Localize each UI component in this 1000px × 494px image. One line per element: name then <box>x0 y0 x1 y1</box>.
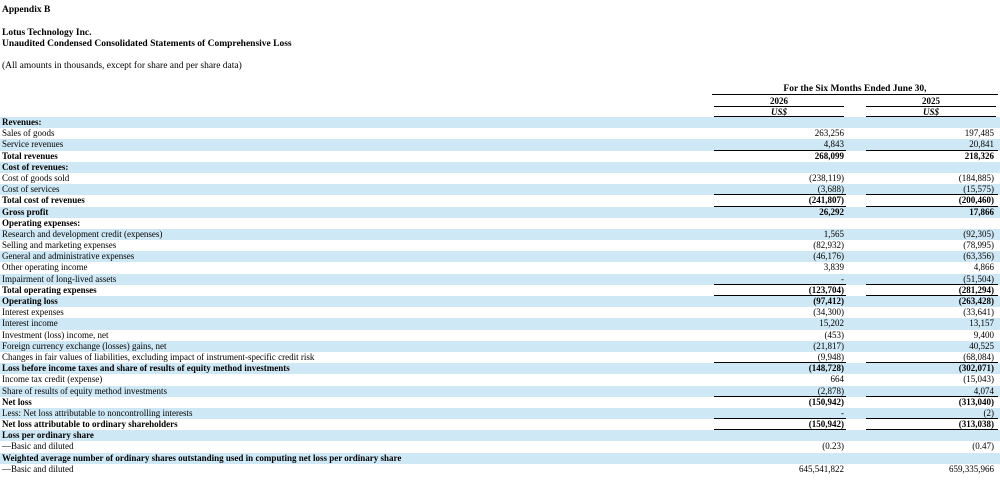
value-2026: (148,728) <box>808 363 844 374</box>
value-2025: (33,641) <box>963 307 994 318</box>
subtotal-rule <box>866 150 998 151</box>
row-label: Operating expenses: <box>2 217 81 228</box>
table-row <box>0 296 1000 307</box>
row-label: Service revenues <box>2 139 64 150</box>
row-label: Revenues: <box>2 117 42 127</box>
subtotal-rule <box>866 194 998 195</box>
statement-table <box>0 117 1000 475</box>
table-row <box>0 307 1000 318</box>
value-2026: (9,948) <box>817 351 844 362</box>
row-label: General and administrative expenses <box>2 251 135 262</box>
row-label: Other operating income <box>2 262 88 273</box>
value-2025: 9,400 <box>973 329 994 340</box>
row-label: Changes in fair values of liabilities, excluding impact of instrument-specific credit risk <box>2 351 315 362</box>
table-row <box>0 318 1000 329</box>
value-2026: (2,878) <box>817 385 844 396</box>
value-2025: 20,841 <box>969 139 994 150</box>
table-row <box>0 363 1000 374</box>
subtotal-rule <box>714 362 846 363</box>
row-label: Sales of goods <box>2 128 55 139</box>
row-label: Impairment of long-lived assets <box>2 273 117 284</box>
row-label: Net loss <box>2 396 32 407</box>
table-row <box>0 184 1000 195</box>
table-row <box>0 218 1000 229</box>
period-rule <box>712 94 998 95</box>
subtotal-rule <box>714 206 846 207</box>
value-2025: 17,866 <box>969 206 994 217</box>
row-label: Weighted average number of ordinary shares outstanding used in computing net loss per ordinary share <box>2 452 402 463</box>
table-row <box>0 419 1000 430</box>
statement-title: Unaudited Condensed Consolidated Statements of Comprehensive Loss <box>2 39 292 49</box>
table-row <box>0 430 1000 441</box>
value-2025: (2) <box>983 407 994 418</box>
subtotal-rule <box>866 362 998 363</box>
value-2026: (241,807) <box>808 195 844 206</box>
value-2025: (0.47) <box>972 441 994 452</box>
table-row <box>0 386 1000 397</box>
value-2026: (453) <box>824 329 844 340</box>
table-row <box>0 117 1000 128</box>
value-2026: (150,942) <box>808 419 844 430</box>
value-2025: 4,074 <box>973 385 994 396</box>
table-row <box>0 139 1000 150</box>
row-label: Selling and marketing expenses <box>2 240 117 251</box>
value-2025: 659,335,966 <box>949 463 994 474</box>
table-row <box>0 262 1000 273</box>
subtotal-rule <box>866 284 998 285</box>
value-2026: 15,202 <box>819 318 844 329</box>
row-label: Net loss attributable to ordinary shareholders <box>2 419 178 430</box>
row-label: Foreign currency exchange (losses) gains, net <box>2 340 167 351</box>
value-2025: (15,043) <box>963 374 994 385</box>
row-label: Total revenues <box>2 150 58 161</box>
table-row <box>0 352 1000 363</box>
value-2025: (63,356) <box>963 251 994 262</box>
subtotal-rule <box>714 295 846 296</box>
period-header: For the Six Months Ended June 30, <box>783 84 927 94</box>
value-2025: (15,575) <box>963 184 994 195</box>
value-2025: (263,428) <box>958 296 994 306</box>
table-row <box>0 330 1000 341</box>
row-label: Gross profit <box>2 206 49 217</box>
table-row <box>0 397 1000 408</box>
row-label: Share of results of equity method investments <box>2 385 167 396</box>
currency-2025-header: US$ <box>922 107 939 117</box>
row-label: Total operating expenses <box>2 284 97 295</box>
subtotal-rule <box>714 396 846 397</box>
value-2026: (97,412) <box>813 296 844 306</box>
value-2026: (46,176) <box>813 251 844 262</box>
table-row <box>0 441 1000 452</box>
value-2025: 218,326 <box>964 150 994 161</box>
table-row <box>0 374 1000 385</box>
value-2026: (82,932) <box>813 240 844 251</box>
appendix-label: Appendix B <box>2 5 51 15</box>
row-label: Cost of services <box>2 184 60 195</box>
value-2026: 263,256 <box>814 128 844 139</box>
value-2025: (51,504) <box>963 273 994 284</box>
table-row <box>0 240 1000 251</box>
value-2026: 26,292 <box>819 206 844 217</box>
year-2026-header: 2026 <box>770 96 788 106</box>
subtotal-rule <box>866 206 998 207</box>
row-label: Cost of revenues: <box>2 161 69 172</box>
subtotal-rule <box>714 284 846 285</box>
value-2026: 4,843 <box>823 139 844 150</box>
subtotal-rule <box>866 396 998 397</box>
value-2025: (281,294) <box>958 284 994 295</box>
table-row <box>0 151 1000 162</box>
value-2026: (238,119) <box>809 172 844 183</box>
table-row <box>0 207 1000 218</box>
row-label: Investment (loss) income, net <box>2 329 109 340</box>
table-row <box>0 274 1000 285</box>
table-row <box>0 128 1000 139</box>
table-row <box>0 453 1000 464</box>
value-2026: (150,942) <box>808 396 844 407</box>
table-row <box>0 408 1000 419</box>
currency-2026-header: US$ <box>770 107 787 117</box>
subtotal-rule <box>866 295 998 296</box>
amounts-note: (All amounts in thousands, except for share and per share data) <box>2 61 242 71</box>
value-2026: 268,099 <box>814 150 844 161</box>
row-label: Cost of goods sold <box>2 172 70 183</box>
subtotal-rule <box>714 418 846 419</box>
row-label: Interest expenses <box>2 307 64 318</box>
row-label: Interest income <box>2 318 58 329</box>
value-2025: (313,040) <box>958 396 994 407</box>
value-2025: (78,995) <box>963 240 994 251</box>
row-label: —Basic and diluted <box>2 463 74 474</box>
value-2026: - <box>841 407 844 418</box>
value-2026: (123,704) <box>808 284 844 295</box>
value-2026: - <box>841 273 844 284</box>
value-2025: 197,485 <box>964 128 994 139</box>
row-label: Research and development credit (expenses) <box>2 228 163 239</box>
value-2025: 4,866 <box>973 262 994 273</box>
subtotal-rule <box>866 418 998 419</box>
row-label: Operating loss <box>2 296 58 306</box>
value-2026: 664 <box>830 374 844 385</box>
row-label: Less: Net loss attributable to noncontrolling interests <box>2 407 193 418</box>
subtotal-rule <box>714 150 846 151</box>
table-row <box>0 229 1000 240</box>
value-2025: (302,071) <box>958 363 994 374</box>
value-2026: 1,565 <box>823 228 844 239</box>
value-2025: (184,885) <box>958 172 994 183</box>
value-2025: 13,157 <box>969 318 994 329</box>
value-2026: (34,300) <box>813 307 844 318</box>
table-row <box>0 464 1000 475</box>
value-2025: (200,460) <box>958 195 994 206</box>
year-2025-header: 2025 <box>922 96 940 106</box>
company-name: Lotus Technology Inc. <box>2 28 92 38</box>
value-2026: (3,688) <box>817 184 844 195</box>
value-2026: 3,839 <box>823 262 844 273</box>
value-2025: (313,038) <box>958 419 994 430</box>
subtotal-rule <box>714 194 846 195</box>
table-row <box>0 285 1000 296</box>
value-2025: (92,305) <box>963 228 994 239</box>
value-2026: (21,817) <box>813 340 844 351</box>
row-label: —Basic and diluted <box>2 441 74 452</box>
row-label: Loss per ordinary share <box>2 430 94 441</box>
table-row <box>0 173 1000 184</box>
value-2025: (68,084) <box>963 351 994 362</box>
value-2026: 645,541,822 <box>799 463 844 474</box>
table-row <box>0 195 1000 206</box>
value-2026: (0.23) <box>822 441 844 452</box>
row-label: Loss before income taxes and share of results of equity method investments <box>2 363 290 374</box>
row-label: Income tax credit (expense) <box>2 374 103 385</box>
table-row <box>0 251 1000 262</box>
table-row <box>0 162 1000 173</box>
row-label: Total cost of revenues <box>2 195 85 206</box>
table-row <box>0 341 1000 352</box>
value-2025: 40,525 <box>969 340 994 351</box>
